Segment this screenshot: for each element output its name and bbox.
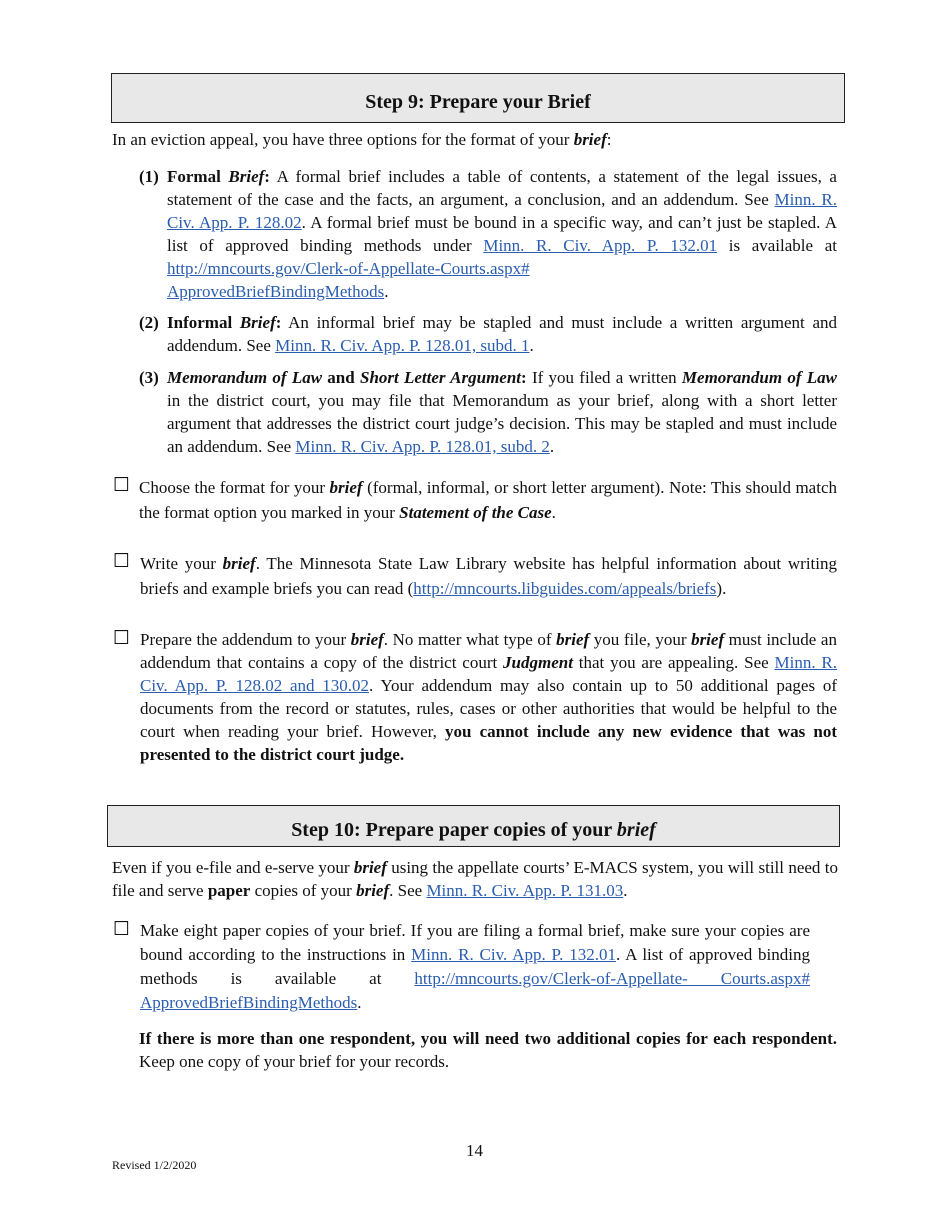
option-3-text: Memorandum of Law and Short Letter Argument: If you filed a written Memorandum of Law in the district court, you may file that Memorandum as your brief, along with a short letter argument that addresses the district court judge’s decision. This may be stapled and must include an addendum. See Minn. R. Civ. App. P. 128.01, subd. 2. bbox=[167, 368, 837, 456]
checkbox-make-copies[interactable]: ☐ bbox=[113, 918, 131, 940]
option-1-number: (1) bbox=[139, 167, 159, 186]
link-rule-128-02-130-02[interactable]: Minn. R. Civ. App. P. 128.02 and 130.02 bbox=[140, 653, 837, 695]
option-3-number: (3) bbox=[139, 368, 159, 387]
option-2-number: (2) bbox=[139, 313, 159, 332]
step9-intro: In an eviction appeal, you have three options for the format of your brief: bbox=[112, 130, 612, 149]
check-prepare-addendum-text: Prepare the addendum to your brief. No matter what type of brief you file, your brief must include an addendum that contains a copy of the district court Judgment that you are appealing. See Minn. R. Civ. App. P. 128.02 and 130.02. Your addendum may also contain up to 50 additional pages of documents from the record or statutes, rules, cases or other authorities that would be helpful to the court when reading your brief. However, you cannot include any new evidence that was not presented to the district court judge. bbox=[140, 630, 837, 764]
option-2-text: Informal Brief: An informal brief may be stapled and must include a written argument and addendum. See Minn. R. Civ. App. P. 128.01, subd. 1. bbox=[167, 313, 837, 355]
link-rule-128-02[interactable]: Minn. R. Civ. App. P. 128.02 bbox=[167, 190, 837, 232]
link-rule-132-01-b[interactable]: Minn. R. Civ. App. P. 132.01 bbox=[411, 945, 616, 964]
step10-header bbox=[107, 805, 840, 847]
link-rule-132-01[interactable]: Minn. R. Civ. App. P. 132.01 bbox=[483, 236, 718, 255]
check-make-copies-text: Make eight paper copies of your brief. If you are filing a formal brief, make sure your copies are bound according to the instructions in Minn. R. Civ. App. P. 132.01. A list of approved binding methods is available at http://mncourts.gov/Clerk-of-Appellate- Courts.aspx# ApprovedBriefBindingMethods. bbox=[140, 921, 811, 1012]
check-write-brief-text: Write your brief. The Minnesota State Law Library website has helpful information about writing briefs and example briefs you can read (http://mncourts.libguides.com/appeals/briefs). bbox=[140, 554, 837, 598]
link-rule-128-01-subd-2[interactable]: Minn. R. Civ. App. P. 128.01, subd. 2 bbox=[295, 437, 550, 456]
respondent-note: If there is more than one respondent, you will need two additional copies for each respondent. Keep one copy of your brief for your records. bbox=[139, 1029, 837, 1071]
page-number: 14 bbox=[466, 1141, 483, 1160]
checkbox-write-brief[interactable]: ☐ bbox=[113, 550, 131, 572]
revised-date: Revised 1/2/2020 bbox=[112, 1158, 197, 1172]
check-choose-format-text: Choose the format for your brief (formal, informal, or short letter argument). Note: This should match the format option you marked in your Statement of the Case. bbox=[139, 478, 837, 522]
link-binding-methods-b[interactable]: http://mncourts.gov/Clerk-of-Appellate- Courts.aspx# ApprovedBriefBindingMethods bbox=[140, 969, 810, 1012]
option-1-text: Formal Brief: A formal brief includes a table of contents, a statement of the legal issues, a statement of the case and the facts, an argument, a conclusion, and an addendum. See Minn. R. Civ. App. P. 128.02. A formal brief must be bound in a specific way, and can’t just be stapled. A list of approved binding methods under Minn. R. Civ. App. P. 132.01 is available at http://mncourts.gov/Clerk-of-Appellate-Courts.aspx# ApprovedBriefBindingMethods. bbox=[167, 167, 837, 301]
link-libguides-briefs[interactable]: http://mncourts.libguides.com/appeals/briefs bbox=[413, 579, 717, 598]
step10-intro: Even if you e-file and e-serve your brief using the appellate courts’ E-MACS system, you will still need to file and serve paper copies of your brief. See Minn. R. Civ. App. P. 131.03. bbox=[112, 858, 838, 900]
step9-header bbox=[111, 73, 845, 123]
checkbox-choose-format[interactable]: ☐ bbox=[113, 474, 131, 496]
link-rule-131-03[interactable]: Minn. R. Civ. App. P. 131.03 bbox=[426, 881, 624, 900]
checkbox-prepare-addendum[interactable]: ☐ bbox=[113, 627, 131, 649]
link-rule-128-01-subd-1[interactable]: Minn. R. Civ. App. P. 128.01, subd. 1 bbox=[275, 336, 530, 355]
step9-title: Step 9: Prepare your Brief bbox=[365, 91, 591, 113]
step10-title: Step 10: Prepare paper copies of your brief bbox=[291, 819, 656, 841]
link-binding-methods[interactable]: http://mncourts.gov/Clerk-of-Appellate-Courts.aspx# ApprovedBriefBindingMethods bbox=[167, 259, 530, 301]
